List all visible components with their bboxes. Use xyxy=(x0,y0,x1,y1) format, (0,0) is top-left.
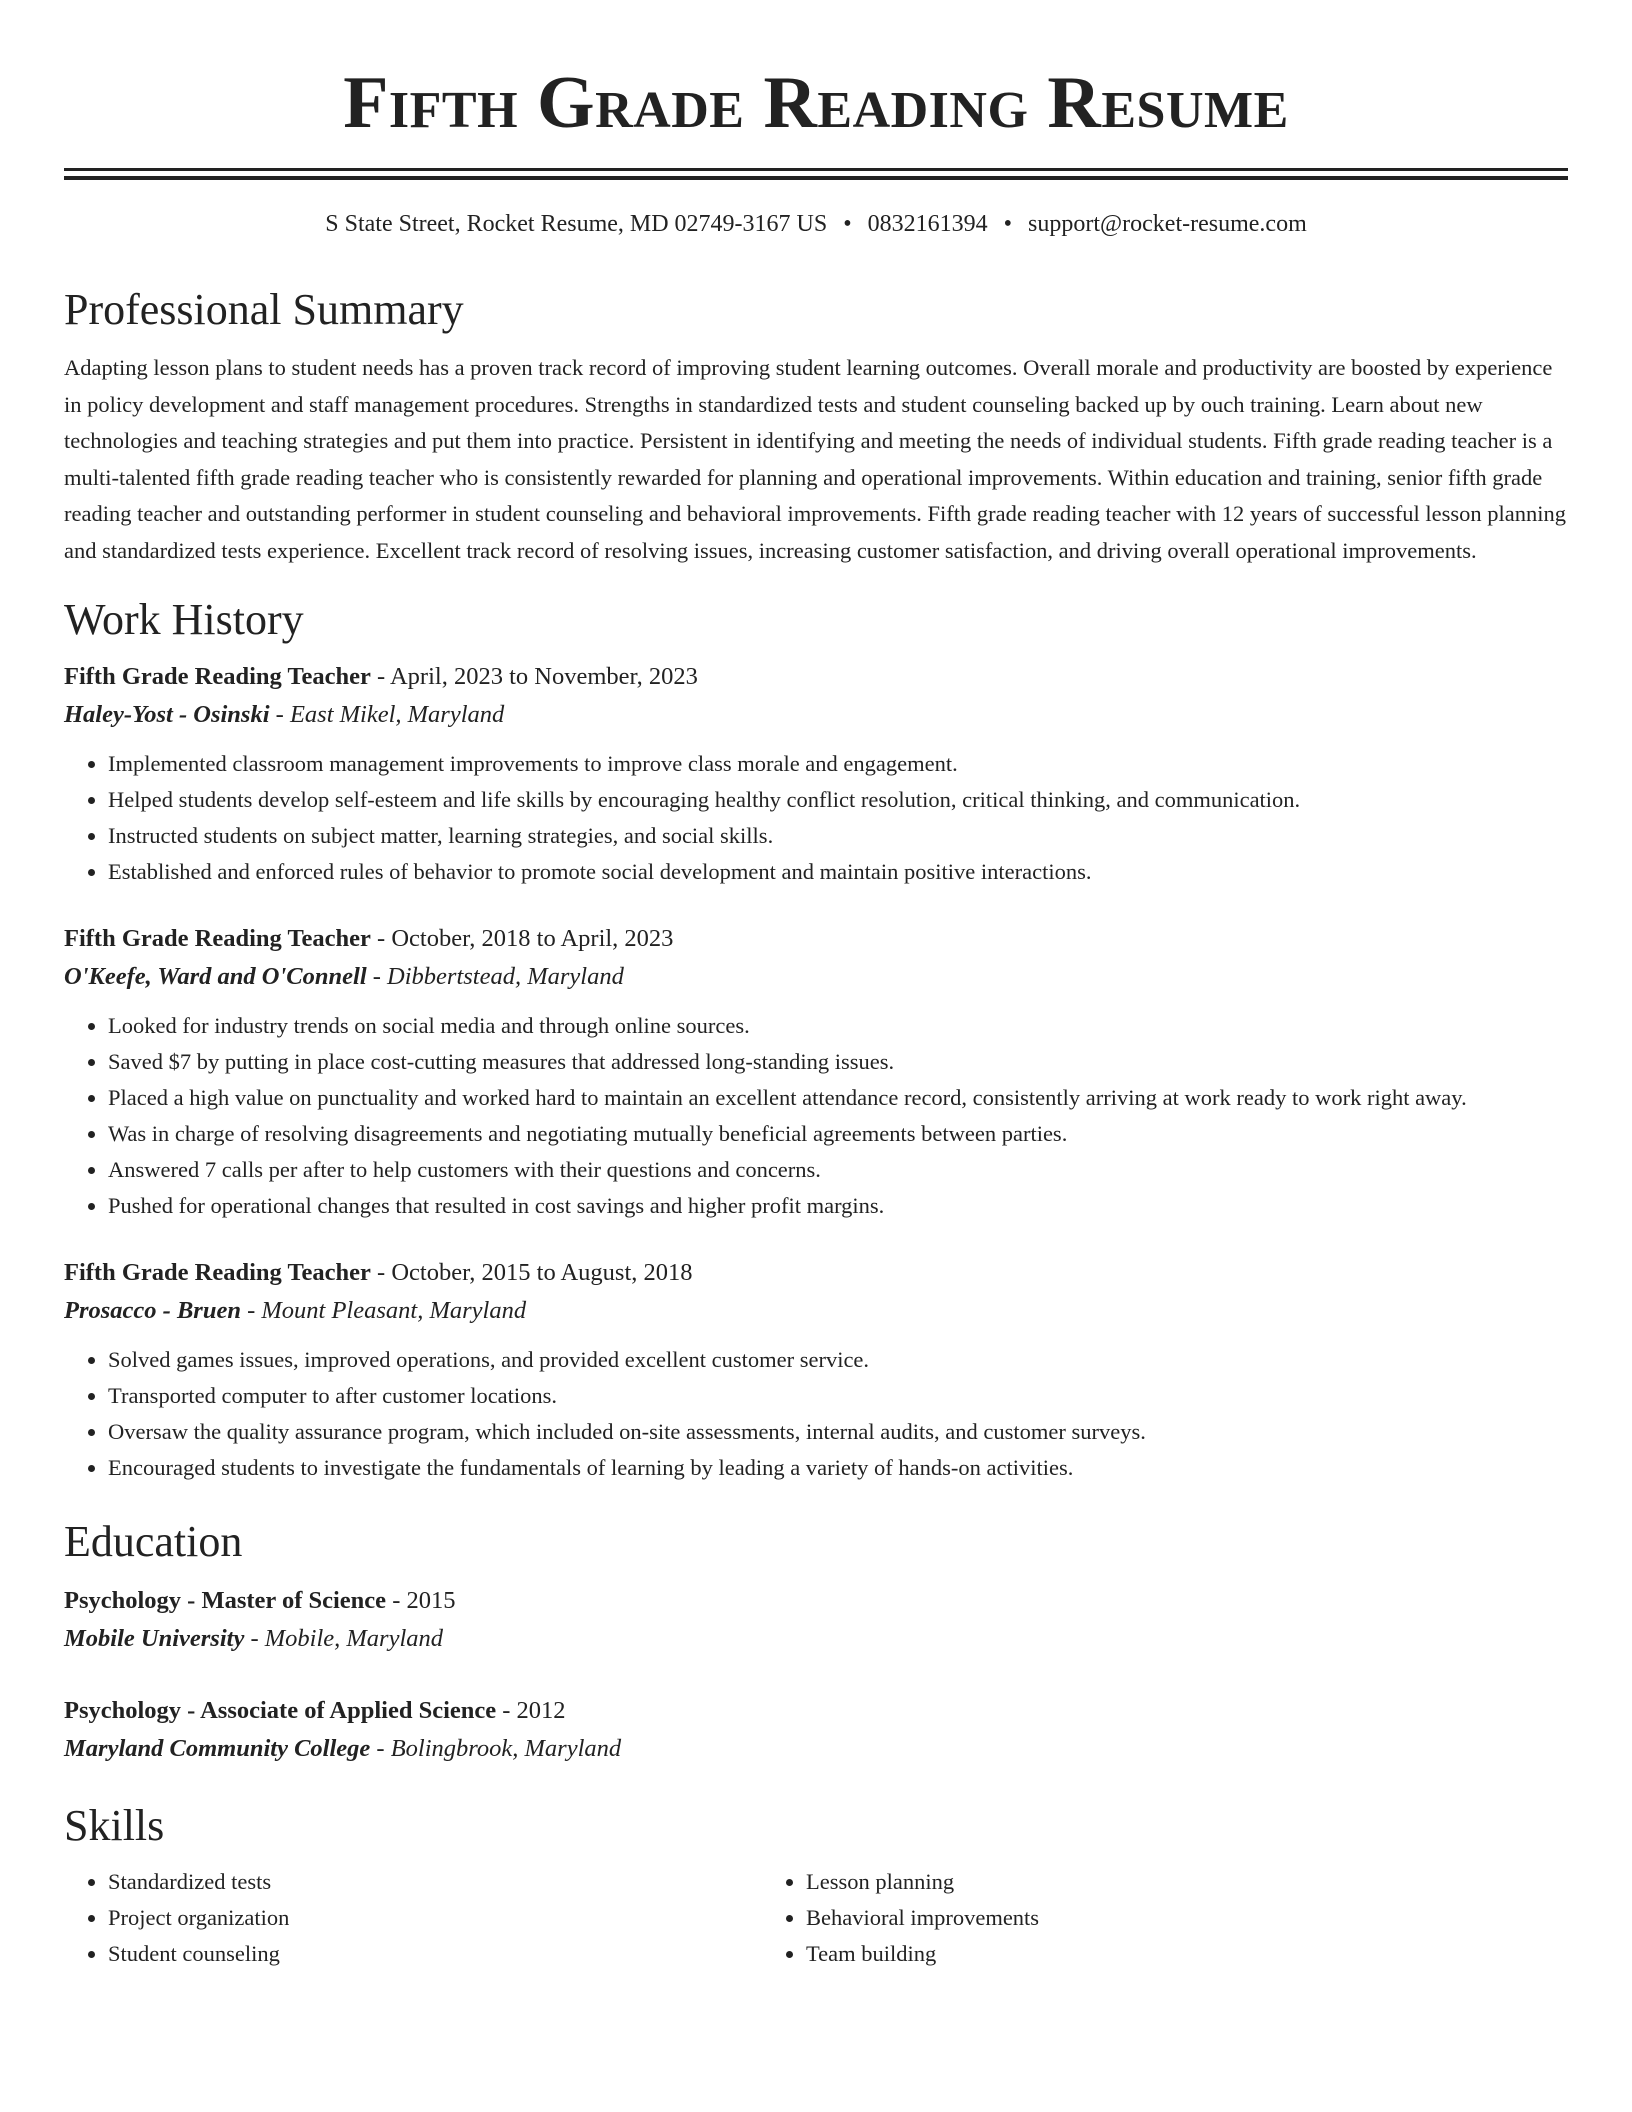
job-dates: - April, 2023 to November, 2023 xyxy=(370,662,698,690)
job-duty: • Placed a high value on punctuality and worked hard to maintain an excellent attendance record, consistently arriving at work ready to work right away. xyxy=(108,1080,1568,1116)
job-location: - Dibbertstead, Maryland xyxy=(366,962,624,990)
resume-title: Fifth Grade Reading Resume xyxy=(343,62,1289,144)
job-duty: • Looked for industry trends on social media and through online sources. xyxy=(108,1008,1568,1044)
skills-column-left xyxy=(64,1864,762,1972)
education-school: Maryland Community College xyxy=(64,1734,371,1762)
skill-item: • Team building xyxy=(806,1936,1532,1972)
job-duty: • Encouraged students to investigate the fundamentals of learning by leading a variety of hands-on activities. xyxy=(108,1450,1568,1486)
education-header xyxy=(64,1582,1568,1620)
education-school: Mobile University xyxy=(64,1624,245,1652)
education-entry xyxy=(64,1582,1568,1658)
job-duty: • Was in charge of resolving disagreements and negotiating mutually beneficial agreements between parties. xyxy=(108,1116,1568,1152)
job-company: O'Keefe, Ward and O'Connell xyxy=(64,962,367,990)
job-duty: • Established and enforced rules of behavior to promote social development and maintain positive interactions. xyxy=(108,854,1568,890)
work-history-heading: Work History xyxy=(64,594,304,644)
education-entry xyxy=(64,1692,1568,1768)
job-employer xyxy=(64,696,1568,734)
education-year: - 2012 xyxy=(496,1696,566,1724)
job-role: Fifth Grade Reading Teacher xyxy=(64,1258,371,1286)
title-divider xyxy=(64,168,1568,180)
job-duty: • Oversaw the quality assurance program, which included on-site assessments, internal audits, and customer surveys. xyxy=(108,1414,1568,1450)
job-entry xyxy=(64,658,1568,890)
skill-item: • Project organization xyxy=(108,1900,762,1936)
job-duty: • Transported computer to after customer locations. xyxy=(108,1378,1568,1414)
job-duty: • Helped students develop self-esteem and life skills by encouraging healthy conflict resolution, critical thinking, and communication. xyxy=(108,782,1568,818)
contact-line xyxy=(64,208,1568,240)
job-company: Haley-Yost - Osinski xyxy=(64,700,270,728)
job-duties xyxy=(64,746,1568,890)
skills-column-right xyxy=(762,1864,1532,1972)
job-header xyxy=(64,658,1568,696)
job-duties xyxy=(64,1008,1568,1224)
education-location: - Bolingbrook, Maryland xyxy=(370,1734,622,1762)
contact-email[interactable]: support@rocket-resume.com xyxy=(1028,211,1307,237)
job-dates: - October, 2018 to April, 2023 xyxy=(370,924,674,952)
education-institution xyxy=(64,1730,1568,1768)
job-duty: • Answered 7 calls per after to help customers with their questions and concerns. xyxy=(108,1152,1568,1188)
education-year: - 2015 xyxy=(386,1586,456,1614)
summary-text: Adapting lesson plans to student needs has a proven track record of improving student learning outcomes. Overall morale and productivity are boosted by experience in policy development and staff management procedures. Strengths in standardized tests and student counseling backed up by ouch training. Learn about new technologies and teaching strategies and put them into practice. Persistent in identifying and meeting the needs of individual students. Fifth grade reading teacher is a multi-talented fifth grade reading teacher who is consistently rewarded for planning and operational improvements. Within education and training, senior fifth grade reading teacher and outstanding performer in student counseling and behavioral improvements. Fifth grade reading teacher with 12 years of successful lesson planning and standardized tests experience. Excellent track record of resolving issues, increasing customer satisfaction, and driving overall operational improvements. xyxy=(64,355,1567,563)
summary-heading: Professional Summary xyxy=(64,285,464,334)
job-employer xyxy=(64,1292,1568,1330)
contact-separator: • xyxy=(1003,211,1013,237)
job-duty: • Saved $7 by putting in place cost-cutting measures that addressed long-standing issues. xyxy=(108,1044,1568,1080)
job-dates: - October, 2015 to August, 2018 xyxy=(370,1258,693,1286)
education-degree: Psychology - Master of Science xyxy=(64,1586,387,1614)
job-header xyxy=(64,920,1568,958)
job-entry xyxy=(64,920,1568,1224)
skills-grid xyxy=(64,1864,1568,1972)
skill-item: • Student counseling xyxy=(108,1936,762,1972)
skills-heading: Skills xyxy=(64,1800,165,1850)
education-heading: Education xyxy=(64,1516,243,1566)
job-role: Fifth Grade Reading Teacher xyxy=(64,662,371,690)
skill-item: • Lesson planning xyxy=(806,1864,1532,1900)
education-location: - Mobile, Maryland xyxy=(244,1624,444,1652)
job-duty: • Solved games issues, improved operations, and provided excellent customer service. xyxy=(108,1342,1568,1378)
job-entry xyxy=(64,1254,1568,1486)
job-location: - East Mikel, Maryland xyxy=(269,700,505,728)
job-role: Fifth Grade Reading Teacher xyxy=(64,924,371,952)
job-duty: • Instructed students on subject matter, learning strategies, and social skills. xyxy=(108,818,1568,854)
job-duties xyxy=(64,1342,1568,1486)
education-header xyxy=(64,1692,1568,1730)
education-degree: Psychology - Associate of Applied Science xyxy=(64,1696,497,1724)
job-employer xyxy=(64,958,1568,996)
job-header xyxy=(64,1254,1568,1292)
skill-item: • Behavioral improvements xyxy=(806,1900,1532,1936)
job-company: Prosacco - Bruen xyxy=(64,1296,241,1324)
job-duty: • Pushed for operational changes that resulted in cost savings and higher profit margins. xyxy=(108,1188,1568,1224)
contact-phone[interactable]: 0832161394 xyxy=(867,211,988,237)
education-institution xyxy=(64,1620,1568,1658)
contact-separator: • xyxy=(843,211,852,237)
skill-item: • Standardized tests xyxy=(108,1864,762,1900)
job-duty: • Implemented classroom management improvements to improve class morale and engagement. xyxy=(108,746,1568,782)
contact-address: S State Street, Rocket Resume, MD 02749-3167 US xyxy=(325,211,828,237)
job-location: - Mount Pleasant, Maryland xyxy=(240,1296,527,1324)
